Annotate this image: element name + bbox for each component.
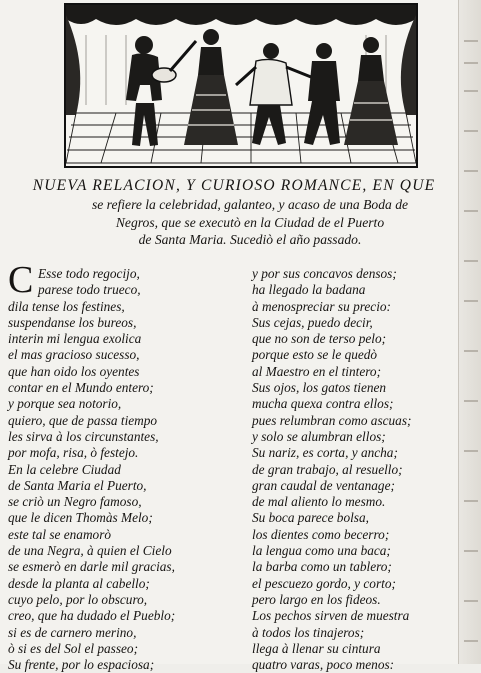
verse-line: quiero, que de passa tiempo [8, 412, 158, 428]
right-verse-column [252, 266, 462, 673]
verse-line: Su boca parece bolsa, [252, 510, 369, 526]
verse-line: Su frente, por lo espaciosa; [8, 657, 155, 673]
verse-line: se esmerò en darle mil gracias, [8, 559, 175, 575]
verse-line: Los pechos sirven de muestra [252, 608, 410, 624]
verse-line: gran caudal de ventanage; [252, 477, 395, 493]
verse-line: contar en el Mundo entero; [8, 380, 154, 396]
verse-line: de Santa Maria el Puerto, [8, 477, 147, 493]
verse-line: que le dicen Thomàs Melo; [8, 510, 153, 526]
subtitle-line: de Santa Maria. Sucediò el año passado. [138, 232, 362, 247]
verse-line: à todos los tinajeros; [252, 624, 365, 640]
verse-line: Sus ojos, los gatos tienen [252, 380, 387, 396]
verse-line: suspendanse los bureos, [8, 314, 137, 330]
verse-line: y porque sea notorio, [8, 396, 122, 412]
verse-line: à menospreciar su precio: [252, 298, 391, 314]
verse-line: les sirva à los circunstantes, [8, 428, 159, 444]
verse-line: que no son de terso pelo; [252, 331, 387, 347]
verse-line: Sus cejas, puedo decir, [252, 314, 373, 330]
verse-line: ha llegado la badana [252, 282, 366, 298]
verse-line: pues relumbran como ascuas; [252, 412, 412, 428]
verse-line: de gran trabajo, al resuello; [252, 461, 403, 477]
subtitle-line: se refiere la celebridad, galanteo, y acaso de una Boda de [91, 197, 409, 212]
verse-line: y solo se alumbran ellos; [252, 428, 386, 444]
verse-line: porque esto se le quedò [252, 347, 378, 363]
verse-line: la lengua como una baca; [252, 543, 391, 559]
verse-line: los dientes como becerro; [252, 526, 390, 542]
verse-line: dila tense los festines, [8, 298, 125, 314]
verse-line: cuyo pelo, por lo obscuro, [8, 591, 148, 607]
verse-line: En la celebre Ciudad [8, 461, 121, 477]
verse-line: ò si es del Sol el passeo; [8, 640, 138, 656]
verse-line: al Maestro en el tintero; [252, 363, 382, 379]
document-title: NUEVA RELACION, Y CURIOSO ROMANCE, EN QUE [32, 177, 436, 194]
verse-line: el pescuezo gordo, y corto; [252, 575, 396, 591]
verse-line: si es de carnero merino, [8, 624, 137, 640]
verse-line: creo, que ha dudado el Pueblo; [8, 608, 176, 624]
verse-line: pero largo en los fideos. [252, 591, 381, 607]
verse-line: interin mi lengua exolica [8, 331, 142, 347]
verse-line: parese todo trueco, [38, 282, 141, 298]
verse-line: mucha quexa contra ellos; [252, 396, 394, 412]
document-subtitle [50, 196, 450, 249]
verse-line: de mal aliento lo mesmo. [252, 494, 386, 510]
verse-line: y por sus concavos densos; [252, 266, 397, 281]
verse-line: la barba como un tablero; [252, 559, 392, 575]
verse-line: Su nariz, es corta, y ancha; [252, 445, 398, 461]
woodcut-illustration [64, 3, 418, 168]
verse-line: Esse todo regocijo, [38, 266, 140, 281]
verse-line: el mas gracioso sucesso, [8, 347, 140, 363]
verse-line: se criò un Negro famoso, [8, 494, 142, 510]
verse-line: desde la planta al cabello; [8, 575, 150, 591]
subtitle-line: Negros, que se executò en la Ciudad de el Puerto [115, 214, 385, 230]
verse-line: de una Negra, à quien el Cielo [8, 543, 172, 559]
verse-line: este tal se enamorò [8, 526, 112, 542]
verse-line: quatro varas, poco menos: [252, 657, 395, 673]
verse-line: que han oido los oyentes [8, 363, 140, 379]
verse-line: llega à llenar su cintura [252, 640, 381, 656]
drop-cap: C [8, 259, 34, 301]
left-verse-column [8, 266, 236, 673]
verse-line: por mofa, risa, ò festejo. [8, 445, 139, 461]
